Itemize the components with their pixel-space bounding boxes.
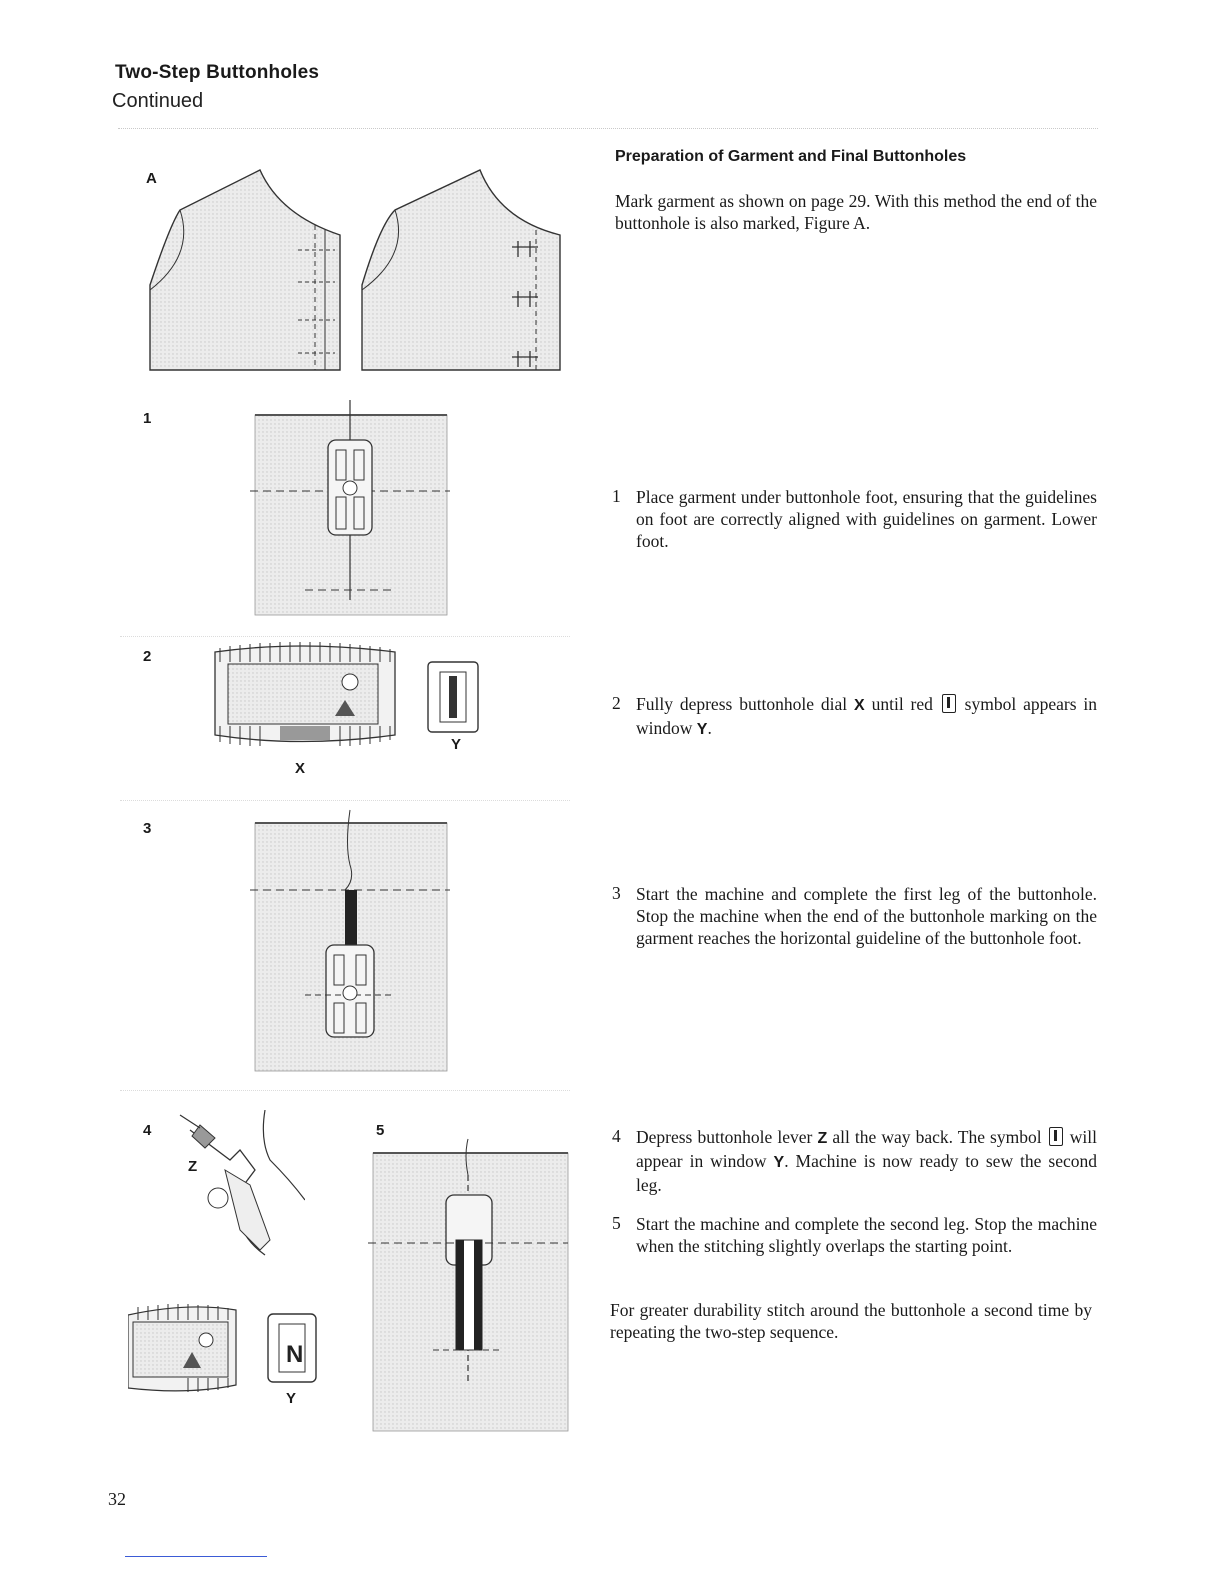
- step-number: 2: [612, 693, 621, 713]
- figure-1-foot-illustration: [250, 395, 450, 620]
- step-2: [612, 693, 1097, 741]
- step-number: 5: [612, 1213, 621, 1233]
- figure-label-2: 2: [143, 648, 152, 665]
- buttonhole-second-leg-icon: [1049, 1127, 1063, 1146]
- step-text: Place garment under buttonhole foot, ensuring that the guidelines on foot are correctly aligned with guidelines on garment. Lower foot.: [636, 487, 1097, 551]
- step-text-part: until red: [864, 694, 940, 714]
- figure-4-lever-illustration: [170, 1110, 305, 1260]
- dial-reference: X: [854, 697, 865, 714]
- figure-5-second-leg-illustration: [368, 1135, 573, 1435]
- step-text: Start the machine and complete the second leg. Stop the machine when the stitching slightly overlaps the starting point.: [636, 1214, 1097, 1256]
- step-4: [612, 1126, 1097, 1196]
- step-3: [612, 883, 1097, 949]
- step-number: 1: [612, 486, 621, 506]
- window-y-label: Y: [451, 736, 462, 753]
- closing-paragraph: For greater durability stitch around the buttonhole a second time by repeating the two-step sequence.: [610, 1300, 1092, 1342]
- step-text-part: . Machine is now ready to sew the second leg.: [636, 1151, 1097, 1195]
- row-divider: [120, 1090, 570, 1091]
- header-divider: [118, 128, 1098, 129]
- row-divider: [120, 800, 570, 801]
- section-heading: Preparation of Garment and Final Buttonholes: [615, 148, 967, 165]
- figure-3-first-leg-illustration: [250, 805, 450, 1075]
- row-divider: [120, 636, 570, 637]
- page-number: 32: [108, 1489, 126, 1509]
- step-text-part: Fully depress buttonhole dial: [636, 694, 855, 714]
- step-text-part: symbol appears in window: [636, 694, 1097, 738]
- step-number: 4: [612, 1126, 621, 1146]
- window-reference: Y: [773, 1154, 785, 1171]
- step-1: [612, 486, 1097, 552]
- window-reference: Y: [696, 721, 708, 738]
- step-5: [612, 1213, 1097, 1257]
- figure-4-dial-illustration: [128, 1300, 328, 1410]
- window-y2-label: Y: [286, 1390, 297, 1407]
- lever-reference: Z: [817, 1130, 828, 1147]
- figure-label-a: A: [146, 170, 157, 187]
- lever-z-label: Z: [188, 1158, 198, 1175]
- intro-paragraph: Mark garment as shown on page 29. With this method the end of the buttonhole is also marked, Figure A.: [615, 191, 1097, 233]
- page-title: Two-Step Buttonholes: [115, 62, 320, 83]
- figure-a-garment-illustration: [140, 165, 570, 375]
- figure-label-4: 4: [143, 1122, 152, 1139]
- bottom-rule: [125, 1556, 267, 1557]
- figure-label-1: 1: [143, 410, 152, 427]
- step-text: [636, 693, 1097, 741]
- step-text-part: Depress buttonhole lever: [636, 1127, 818, 1147]
- step-text-part: will appear in window: [636, 1127, 1097, 1171]
- step-number: 3: [612, 883, 621, 903]
- figure-label-3: 3: [143, 820, 152, 837]
- svg-text:N: N: [286, 1341, 304, 1368]
- step-text-part: .: [707, 718, 712, 738]
- step-text-part: all the way back. The symbol: [827, 1127, 1047, 1147]
- figure-2-dial-illustration: [200, 640, 500, 785]
- dial-x-label: X: [295, 760, 306, 777]
- page-subtitle: Continued: [112, 90, 204, 112]
- step-text: Start the machine and complete the first leg of the buttonhole. Stop the machine when the end of the buttonhole marking on the garment reaches the horizontal guideline of the buttonhole foot.: [636, 884, 1097, 948]
- figure-label-5: 5: [376, 1122, 385, 1139]
- buttonhole-first-leg-icon: [942, 694, 956, 713]
- step-text: [636, 1126, 1097, 1196]
